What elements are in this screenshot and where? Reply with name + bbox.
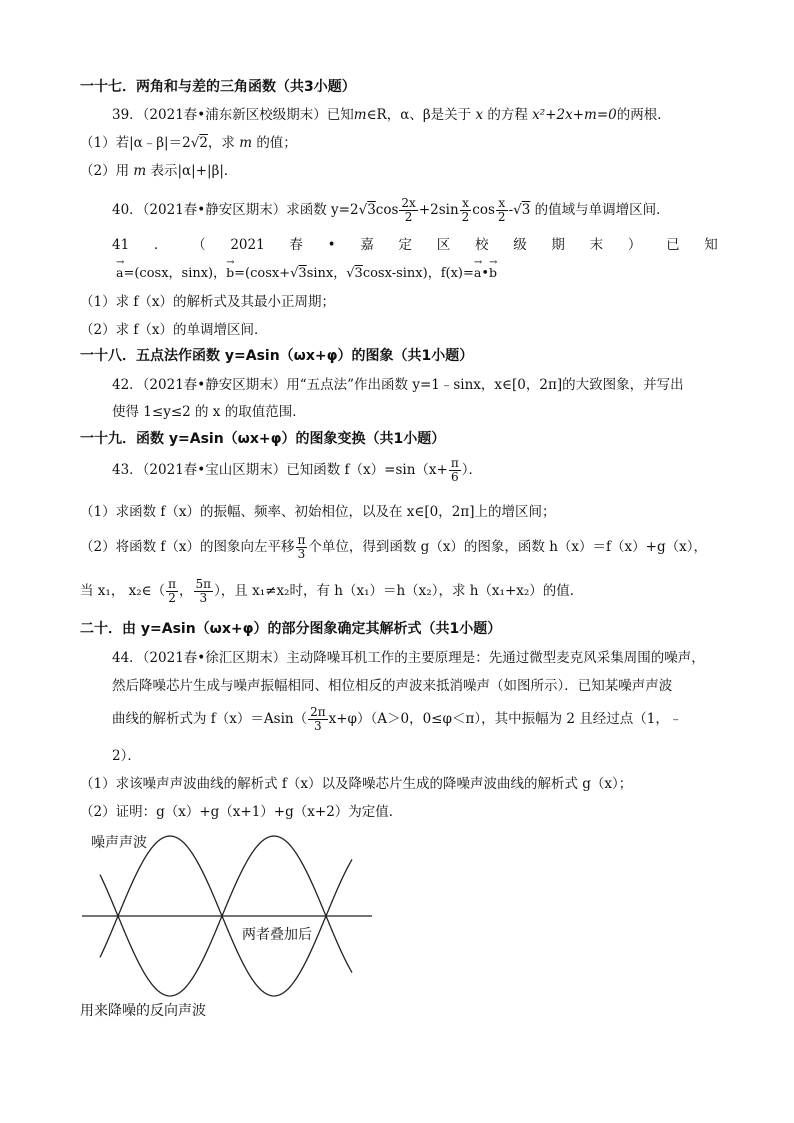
fraction-denominator: 2 (404, 210, 413, 224)
q41-part1: （1）求 f（x）的解析式及其最小正周期； (80, 294, 335, 310)
q39-p2-text-2: 表示|α|+|β|． (150, 163, 238, 179)
vector-b: → b (226, 263, 234, 283)
q43-p3-comma: ， (179, 583, 193, 599)
q43-text-2: ）． (461, 462, 482, 478)
q43-p2-text-2: 个单位，得到函数 g（x）的图象，函数 h（x）＝f（x）+g（x）， (308, 539, 707, 555)
q40-radicand-1: 3 (367, 202, 376, 218)
q41-token: • (327, 237, 336, 253)
q40-minus: - (508, 202, 514, 218)
noise-wave-label: 噪声声波 (91, 835, 147, 851)
vector-a: → a (474, 263, 481, 283)
fraction-numerator: π (297, 533, 306, 547)
q41-token: 春 (289, 237, 303, 253)
q39-p1-text-3: 的值； (256, 135, 297, 151)
q41-text: =(cosx，sinx)， (123, 266, 227, 281)
q44-part1: （1）求该噪声声波曲线的解析式 f（x）以及降噪芯片生成的降噪声波曲线的解析式 g（x）； (80, 776, 633, 792)
q41-text-2: =(cosx+ (234, 266, 291, 281)
sqrt-symbol: √ (358, 202, 368, 218)
q41-radicand-1: 3 (298, 266, 307, 281)
q39-p2-text: （2）用 (80, 163, 130, 179)
q41-token: 期 (551, 237, 565, 253)
fraction-denominator: 3 (314, 719, 322, 733)
section-18-title: 一十八．五点法作函数 y=Asin（ωx+φ）的图象（共1小题） (80, 348, 474, 364)
q39-var-m: m (353, 107, 367, 123)
q40-text-2: 的值域与单调增区间． (534, 202, 670, 218)
q44-line1: 44．（2021春•徐汇区期末）主动降噪耳机工作的主要原理是：先通过微型麦克风采集周围的噪声， (112, 650, 705, 666)
q41-radicand-2: 3 (354, 266, 363, 281)
dot-product: • (481, 266, 490, 281)
q39-p1-radicand: 2 (199, 135, 208, 151)
vector-b: → b (489, 263, 497, 283)
q43-part1: （1）求函数 f（x）的振幅、频率、初始相位，以及在 x∈[0，2π]上的增区间； (80, 504, 556, 520)
sqrt-symbol: √ (513, 202, 522, 218)
q43-p2-text: （2）将函数 f（x）的图象向左平移 (80, 539, 295, 555)
section-17-title: 一十七．两角和与差的三角函数（共3小题） (80, 79, 356, 95)
sqrt-symbol: √ (346, 266, 355, 281)
fraction-numerator: 2x (401, 196, 416, 210)
sqrt-symbol: √ (190, 135, 200, 151)
superposition-label: 两者叠加后 (242, 927, 312, 943)
q41-part2: （2）求 f（x）的单调增区间． (80, 322, 268, 338)
fraction-numerator: π (168, 577, 177, 591)
q41-token: 2021 (230, 237, 265, 253)
q44-line2: 然后降噪芯片生成与噪声振幅相同、相位相反的声波来抵消噪声（如图所示）．已知某噪声声波 (112, 678, 673, 694)
q40-sin: +2sin (418, 202, 459, 218)
fraction-numerator: x (496, 197, 508, 211)
q41-token: 校 (474, 237, 489, 253)
q39-text: ∈R，α、β是关于 (366, 107, 472, 123)
q39-p1-text: （1）若|α﹣β|＝2 (80, 135, 191, 151)
fraction-numerator: π (450, 456, 459, 470)
fraction-denominator: 2 (461, 210, 470, 224)
q39-text-3: 的两根． (616, 107, 671, 123)
q39-text-2: 的方程 (487, 107, 528, 123)
q39-equation: x²+2x+m=0 (532, 107, 617, 123)
q41-token: 定 (398, 237, 413, 253)
q39-var-x: x (475, 107, 484, 123)
q44-line4: 2）． (112, 748, 141, 764)
q43-p3-text: 当 x₁， x₂∈（ (80, 583, 166, 599)
fraction-denominator: 2 (497, 210, 506, 224)
q41-text-3: sinx， (306, 266, 347, 281)
fraction-denominator: 6 (450, 470, 459, 484)
section-19-title: 一十九．函数 y=Asin（ωx+φ）的图象变换（共1小题） (80, 431, 446, 447)
q39-p1-text-2: ，求 (207, 135, 235, 151)
q39-source: 39．（2021春•浦东新区校级期末）已知 (112, 107, 354, 123)
q41-token: （ (192, 237, 206, 253)
sqrt-symbol: √ (290, 266, 299, 281)
fraction-numerator: x (460, 197, 472, 211)
q39-p1-var-m: m (239, 135, 253, 151)
q41-token: 嘉 (360, 237, 374, 253)
q40-cos: cos (375, 202, 399, 218)
q40-text: 40．（2021春•静安区期末）求函数 y=2 (112, 202, 359, 218)
anti-noise-wave-label: 用来降噪的反向声波 (80, 1003, 206, 1019)
q44-part2: （2）证明：g（x）+g（x+1）+g（x+2）为定值． (80, 804, 403, 820)
fraction-denominator: 3 (297, 547, 306, 561)
fraction-denominator: 3 (199, 591, 208, 605)
q42-line2: 使得 1≤y≤2 的 x 的取值范围． (112, 404, 306, 420)
section-20-title: 二十．由 y=Asin（ωx+φ）的部分图象确定其解析式（共1小题） (80, 621, 502, 637)
q41-text-4: cosx-sinx)，f(x)= (362, 266, 474, 281)
q41-token: ． (153, 237, 168, 253)
q43-text: 43．（2021春•宝山区期末）已知函数 f（x）=sin（x+ (112, 462, 448, 478)
vector-a: → a (116, 263, 123, 283)
q43-p3-text-2: ），且 x₁≠x₂时，有 h（x₁）＝h（x₂），求 h（x₁+x₂）的值． (214, 583, 584, 599)
q41-token: ） (627, 237, 642, 253)
q44-text: 曲线的解析式为 f（x）＝Asin（ (112, 711, 308, 727)
fraction-denominator: 2 (168, 591, 176, 605)
fraction-numerator: 5π (195, 577, 212, 591)
q41-token: 末 (589, 237, 604, 253)
q41-token: 已 (666, 237, 680, 253)
q41-token: 级 (513, 237, 527, 253)
q42-line1: 42．（2021春•静安区期末）用“五点法”作出函数 y=1﹣sinx，x∈[0，2π]的大致图象，并写出 (112, 377, 684, 393)
fraction-numerator: 2π (310, 705, 326, 719)
q41-token: 41 (112, 237, 130, 253)
q39-p2-var-m: m (133, 163, 147, 179)
q41-token: 知 (704, 237, 718, 253)
q41-token: 区 (436, 237, 451, 253)
q44-text-2: x+φ）（A＞0，0≤φ＜π），其中振幅为 2 且经过点（1，﹣ (328, 711, 683, 727)
q40-cos-2: cos (472, 202, 495, 218)
q40-radicand-2: 3 (521, 202, 531, 218)
